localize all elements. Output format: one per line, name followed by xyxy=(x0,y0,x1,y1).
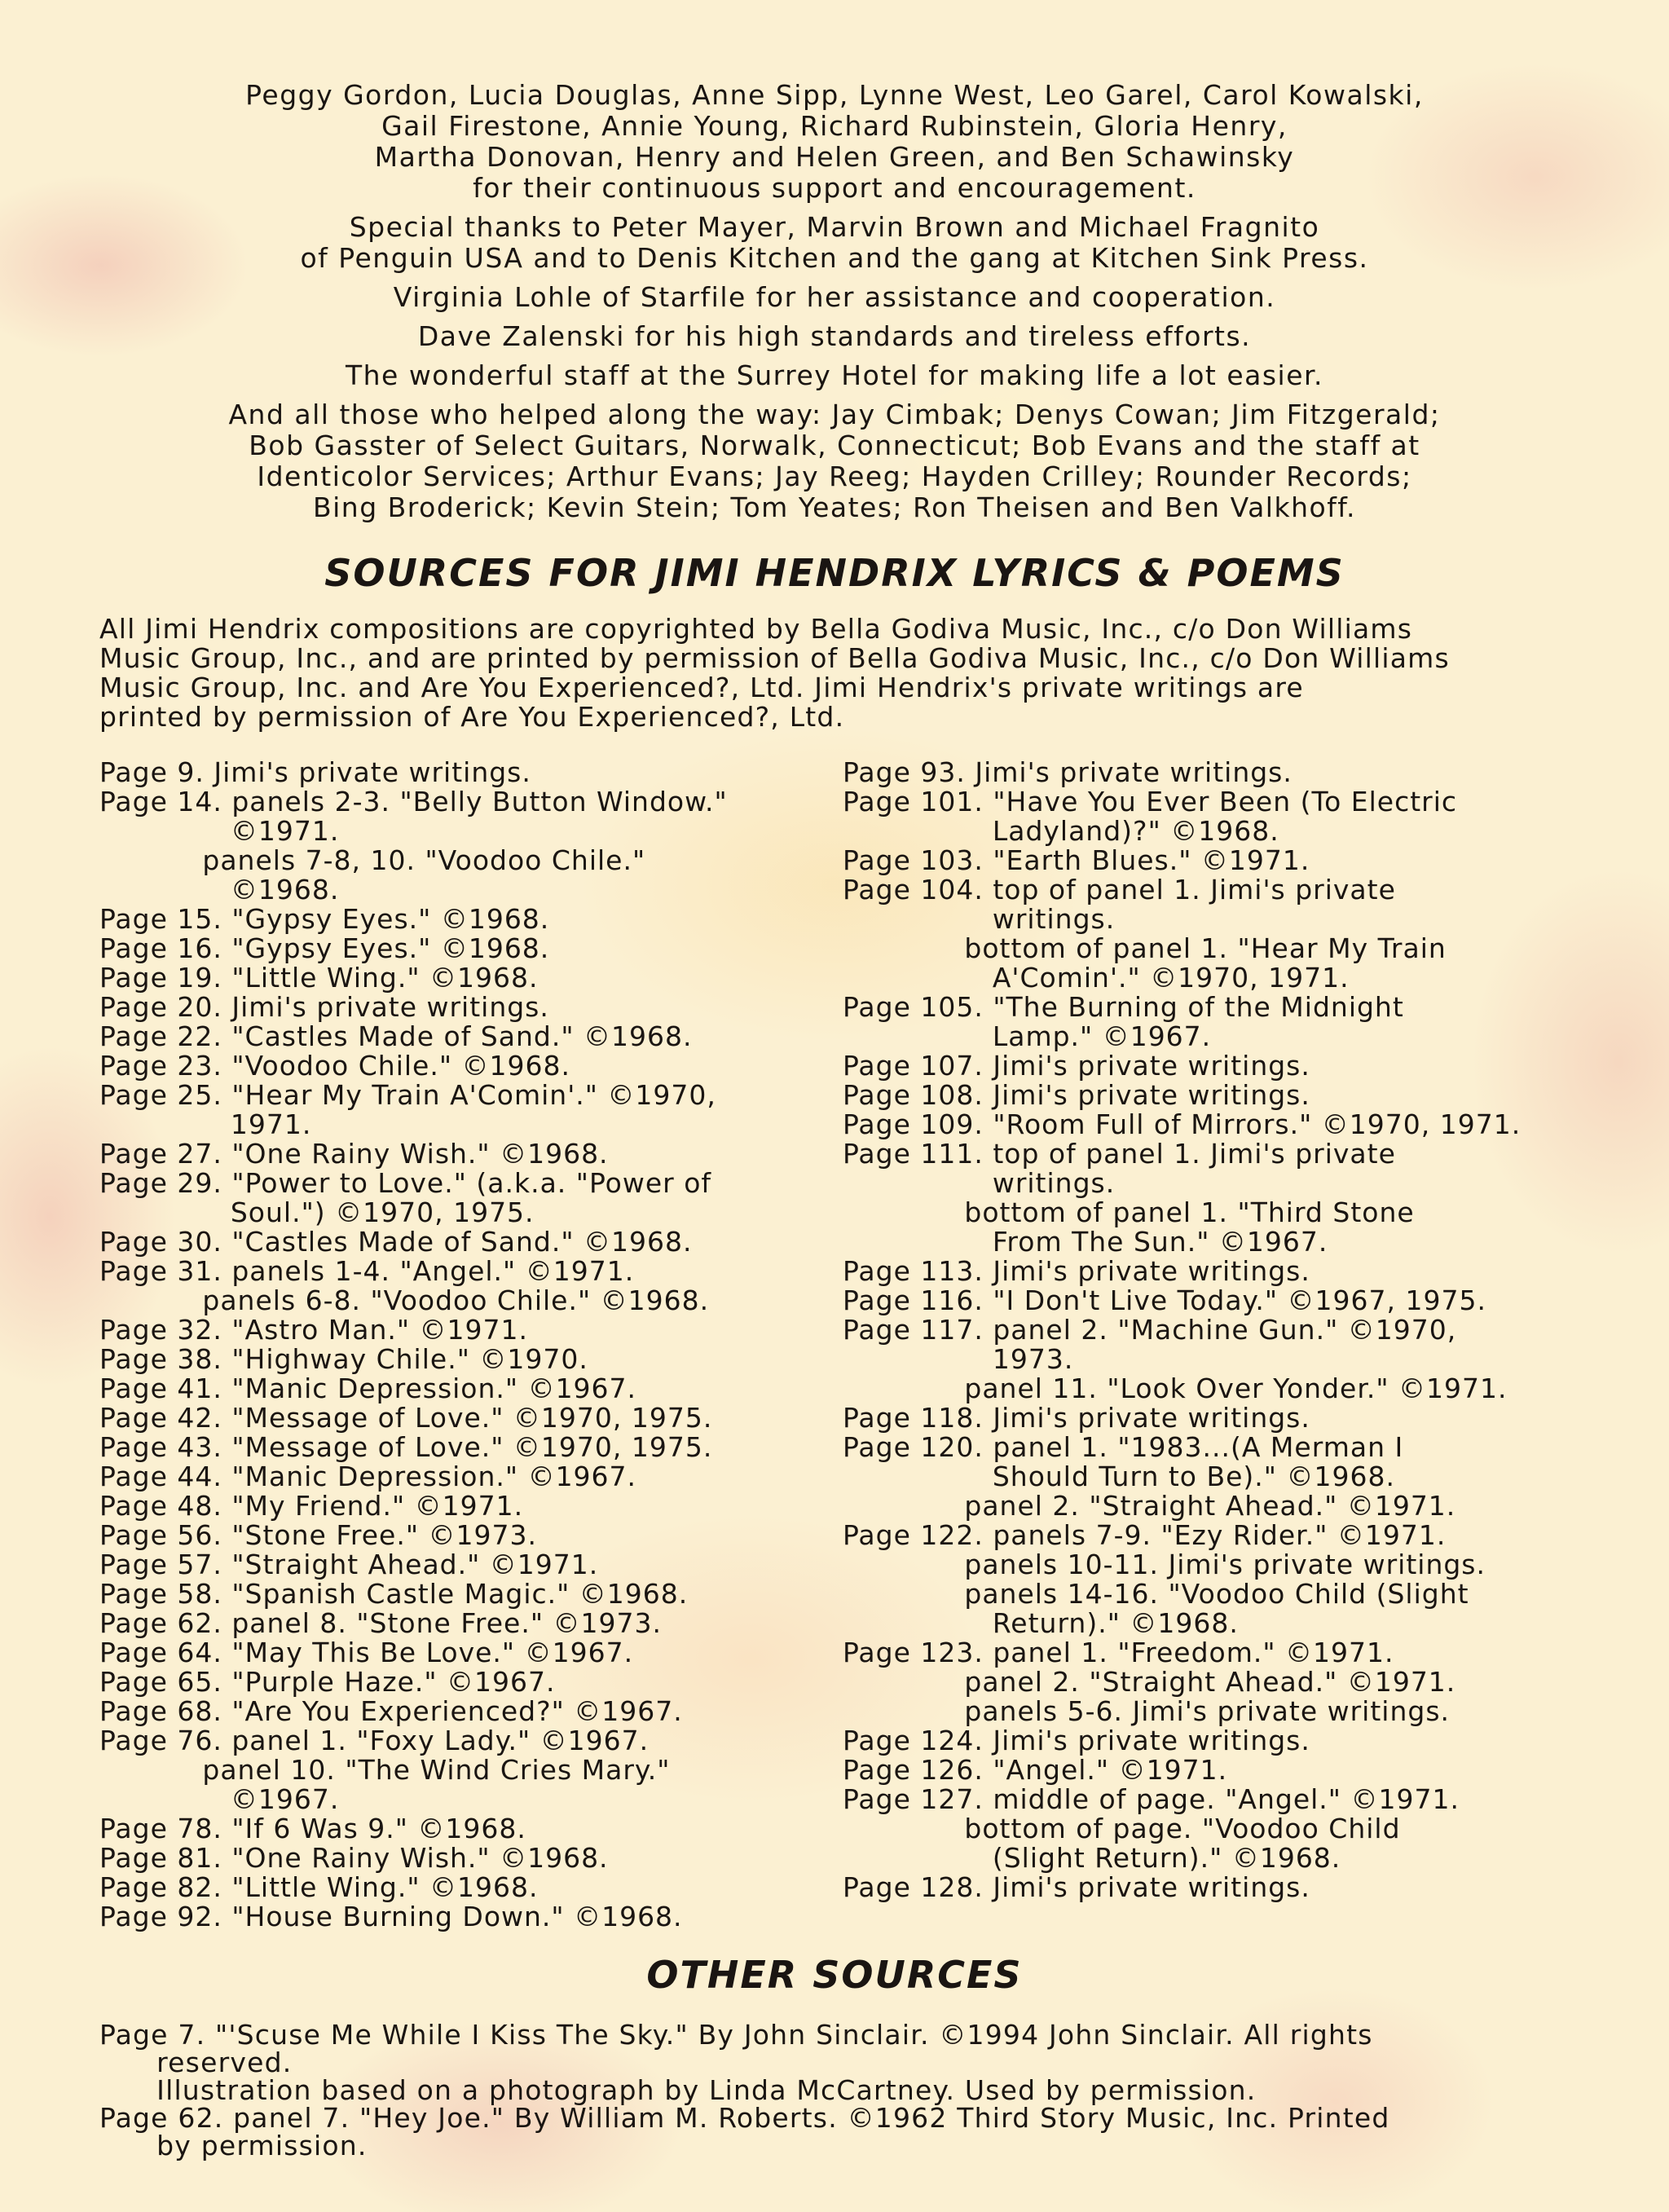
source-entry: Page 127. middle of page. "Angel." ©1971. xyxy=(843,1783,1460,1815)
source-entry: writings. xyxy=(843,1167,1116,1199)
source-entry: 1973. xyxy=(843,1343,1074,1375)
source-entry: Page 65. "Purple Haze." ©1967. xyxy=(99,1666,556,1698)
source-entry: Should Turn to Be)." ©1968. xyxy=(843,1461,1395,1492)
source-entry: Page 105. "The Burning of the Midnight xyxy=(843,991,1404,1023)
source-entry: Page 123. panel 1. "Freedom." ©1971. xyxy=(843,1637,1394,1668)
source-entry: panels 14-16. "Voodoo Child (Slight xyxy=(843,1578,1469,1610)
source-entry: Page 19. "Little Wing." ©1968. xyxy=(99,962,539,994)
source-entry: Page 126. "Angel." ©1971. xyxy=(843,1754,1228,1786)
sources-right-column xyxy=(843,758,1576,1902)
source-entry: (Slight Return)." ©1968. xyxy=(843,1842,1341,1874)
source-entry: 1971. xyxy=(99,1108,312,1140)
source-entry: ©1971. xyxy=(99,815,340,847)
other-sources-title: OTHER SOURCES xyxy=(646,1953,1023,1997)
source-entry: Page 15. "Gypsy Eyes." ©1968. xyxy=(99,903,550,935)
source-entry: panel 11. "Look Over Yonder." ©1971. xyxy=(843,1373,1508,1404)
ack-line: Identicolor Services; Arthur Evans; Jay Reeg; Hayden Crilley; Rounder Records; xyxy=(257,460,1412,492)
intro-line: Music Group, Inc., and are printed by permission of Bella Godiva Music, Inc., c/o Don Williams xyxy=(99,642,1450,674)
source-entry: Page 64. "May This Be Love." ©1967. xyxy=(99,1637,634,1668)
source-entry: Soul.") ©1970, 1975. xyxy=(99,1196,535,1228)
source-entry: ©1968. xyxy=(99,874,340,906)
ack-line: Bing Broderick; Kevin Stein; Tom Yeates; Ron Theisen and Ben Valkhoff. xyxy=(312,491,1357,523)
source-entry: Page 82. "Little Wing." ©1968. xyxy=(99,1871,539,1903)
source-entry: Page 27. "One Rainy Wish." ©1968. xyxy=(99,1138,609,1170)
source-entry: Ladyland)?" ©1968. xyxy=(843,815,1279,847)
source-entry: Page 57. "Straight Ahead." ©1971. xyxy=(99,1549,599,1580)
source-entry: panels 5-6. Jimi's private writings. xyxy=(843,1695,1450,1727)
source-entry: Page 58. "Spanish Castle Magic." ©1968. xyxy=(99,1578,689,1610)
source-entry: A'Comin'." ©1970, 1971. xyxy=(843,962,1350,994)
source-entry: Page 68. "Are You Experienced?" ©1967. xyxy=(99,1695,683,1727)
source-entry: panel 10. "The Wind Cries Mary." xyxy=(99,1754,671,1786)
source-entry: Page 104. top of panel 1. Jimi's private xyxy=(843,874,1396,906)
source-entry: Page 118. Jimi's private writings. xyxy=(843,1402,1310,1434)
intro-line: All Jimi Hendrix compositions are copyrighted by Bella Godiva Music, Inc., c/o Don Williams xyxy=(99,613,1413,645)
source-entry: Page 41. "Manic Depression." ©1967. xyxy=(99,1373,637,1404)
source-entry: Page 116. "I Don't Live Today." ©1967, 1975. xyxy=(843,1284,1486,1316)
source-entry: Page 43. "Message of Love." ©1970, 1975. xyxy=(99,1431,713,1463)
source-entry: Page 44. "Manic Depression." ©1967. xyxy=(99,1461,637,1492)
source-entry: Page 81. "One Rainy Wish." ©1968. xyxy=(99,1842,609,1874)
source-entry: Page 32. "Astro Man." ©1971. xyxy=(99,1314,528,1346)
source-entry: Page 9. Jimi's private writings. xyxy=(99,756,531,788)
source-entry: Page 108. Jimi's private writings. xyxy=(843,1079,1310,1111)
source-entry: Page 103. "Earth Blues." ©1971. xyxy=(843,844,1310,876)
source-entry: From The Sun." ©1967. xyxy=(843,1226,1328,1258)
ack-line: Dave Zalenski for his high standards and tireless efforts. xyxy=(417,320,1252,352)
source-entry: Page 7. "'Scuse Me While I Kiss The Sky." By John Sinclair. ©1994 John Sinclair. All rights xyxy=(99,2019,1373,2051)
source-entry: reserved. xyxy=(99,2047,293,2078)
source-entry: Page 124. Jimi's private writings. xyxy=(843,1725,1310,1756)
sources-left-column xyxy=(99,758,837,1932)
sources-title: SOURCES FOR JIMI HENDRIX LYRICS & POEMS xyxy=(324,551,1345,595)
ack-line: Martha Donovan, Henry and Helen Green, and Ben Schawinsky xyxy=(374,141,1295,173)
source-entry: panels 6-8. "Voodoo Chile." ©1968. xyxy=(99,1284,710,1316)
source-entry: Page 62. panel 8. "Stone Free." ©1973. xyxy=(99,1607,662,1639)
ack-line: The wonderful staff at the Surrey Hotel for making life a lot easier. xyxy=(345,359,1324,391)
source-entry: panel 2. "Straight Ahead." ©1971. xyxy=(843,1666,1456,1698)
source-entry: Page 107. Jimi's private writings. xyxy=(843,1050,1310,1082)
source-entry: Page 20. Jimi's private writings. xyxy=(99,991,549,1023)
source-entry: Page 92. "House Burning Down." ©1968. xyxy=(99,1901,683,1932)
source-entry: bottom of panel 1. "Third Stone xyxy=(843,1196,1415,1228)
source-entry: Page 23. "Voodoo Chile." ©1968. xyxy=(99,1050,570,1082)
source-entry: ©1967. xyxy=(99,1783,340,1815)
source-entry: Page 42. "Message of Love." ©1970, 1975. xyxy=(99,1402,713,1434)
ack-line: for their continuous support and encouragement. xyxy=(473,172,1196,204)
source-entry: Return)." ©1968. xyxy=(843,1607,1239,1639)
source-entry: Page 38. "Highway Chile." ©1970. xyxy=(99,1343,588,1375)
source-entry: Page 122. panels 7-9. "Ezy Rider." ©1971. xyxy=(843,1519,1447,1551)
source-entry: Page 93. Jimi's private writings. xyxy=(843,756,1292,788)
ack-line: Bob Gasster of Select Guitars, Norwalk, Connecticut; Bob Evans and the staff at xyxy=(249,430,1420,461)
intro-line: printed by permission of Are You Experienced?, Ltd. xyxy=(99,701,845,733)
source-entry: Page 128. Jimi's private writings. xyxy=(843,1871,1310,1903)
source-entry: bottom of page. "Voodoo Child xyxy=(843,1813,1401,1844)
source-entry: Page 101. "Have You Ever Been (To Electric xyxy=(843,786,1458,817)
source-entry: Page 56. "Stone Free." ©1973. xyxy=(99,1519,537,1551)
source-entry: Page 14. panels 2-3. "Belly Button Window." xyxy=(99,786,728,817)
source-entry: Page 62. panel 7. "Hey Joe." By William M. Roberts. ©1962 Third Story Music, Inc. Printed xyxy=(99,2102,1390,2134)
source-entry: Lamp." ©1967. xyxy=(843,1020,1212,1052)
source-entry: Page 111. top of panel 1. Jimi's private xyxy=(843,1138,1396,1170)
source-entry: panels 7-8, 10. "Voodoo Chile." xyxy=(99,844,646,876)
source-entry: panels 10-11. Jimi's private writings. xyxy=(843,1549,1486,1580)
acknowledgments xyxy=(98,80,1571,523)
other-sources xyxy=(99,2021,1574,2160)
source-entry: writings. xyxy=(843,903,1116,935)
source-entry: Page 109. "Room Full of Mirrors." ©1970, 1971. xyxy=(843,1108,1521,1140)
source-entry: Page 117. panel 2. "Machine Gun." ©1970, xyxy=(843,1314,1457,1346)
source-entry: by permission. xyxy=(99,2130,368,2161)
source-entry: Page 16. "Gypsy Eyes." ©1968. xyxy=(99,932,550,964)
source-entry: Page 31. panels 1-4. "Angel." ©1971. xyxy=(99,1255,635,1287)
source-entry: bottom of panel 1. "Hear My Train xyxy=(843,932,1447,964)
intro-line: Music Group, Inc. and Are You Experienced?, Ltd. Jimi Hendrix's private writings are xyxy=(99,672,1304,703)
sources-intro xyxy=(99,615,1566,732)
ack-line: Virginia Lohle of Starfile for her assistance and cooperation. xyxy=(393,281,1276,313)
source-entry: panel 2. "Straight Ahead." ©1971. xyxy=(843,1490,1456,1522)
source-entry: Page 25. "Hear My Train A'Comin'." ©1970, xyxy=(99,1079,716,1111)
source-entry: Page 30. "Castles Made of Sand." ©1968. xyxy=(99,1226,693,1258)
ack-line: Special thanks to Peter Mayer, Marvin Brown and Michael Fragnito xyxy=(349,211,1320,243)
source-entry: Page 29. "Power to Love." (a.k.a. "Power of xyxy=(99,1167,712,1199)
source-entry: Page 76. panel 1. "Foxy Lady." ©1967. xyxy=(99,1725,650,1756)
source-entry: Page 48. "My Friend." ©1971. xyxy=(99,1490,524,1522)
ack-line: Peggy Gordon, Lucia Douglas, Anne Sipp, Lynne West, Leo Garel, Carol Kowalski, xyxy=(245,79,1424,111)
source-entry: Page 120. panel 1. "1983...(A Merman I xyxy=(843,1431,1404,1463)
ack-line: of Penguin USA and to Denis Kitchen and the gang at Kitchen Sink Press. xyxy=(300,242,1369,274)
ack-line: Gail Firestone, Annie Young, Richard Rubinstein, Gloria Henry, xyxy=(381,110,1288,142)
source-entry: Page 22. "Castles Made of Sand." ©1968. xyxy=(99,1020,693,1052)
ack-line: And all those who helped along the way: Jay Cimbak; Denys Cowan; Jim Fitzgerald; xyxy=(228,399,1441,430)
source-entry: Page 113. Jimi's private writings. xyxy=(843,1255,1310,1287)
source-entry: Page 78. "If 6 Was 9." ©1968. xyxy=(99,1813,526,1844)
source-entry: Illustration based on a photograph by Linda McCartney. Used by permission. xyxy=(99,2074,1257,2106)
